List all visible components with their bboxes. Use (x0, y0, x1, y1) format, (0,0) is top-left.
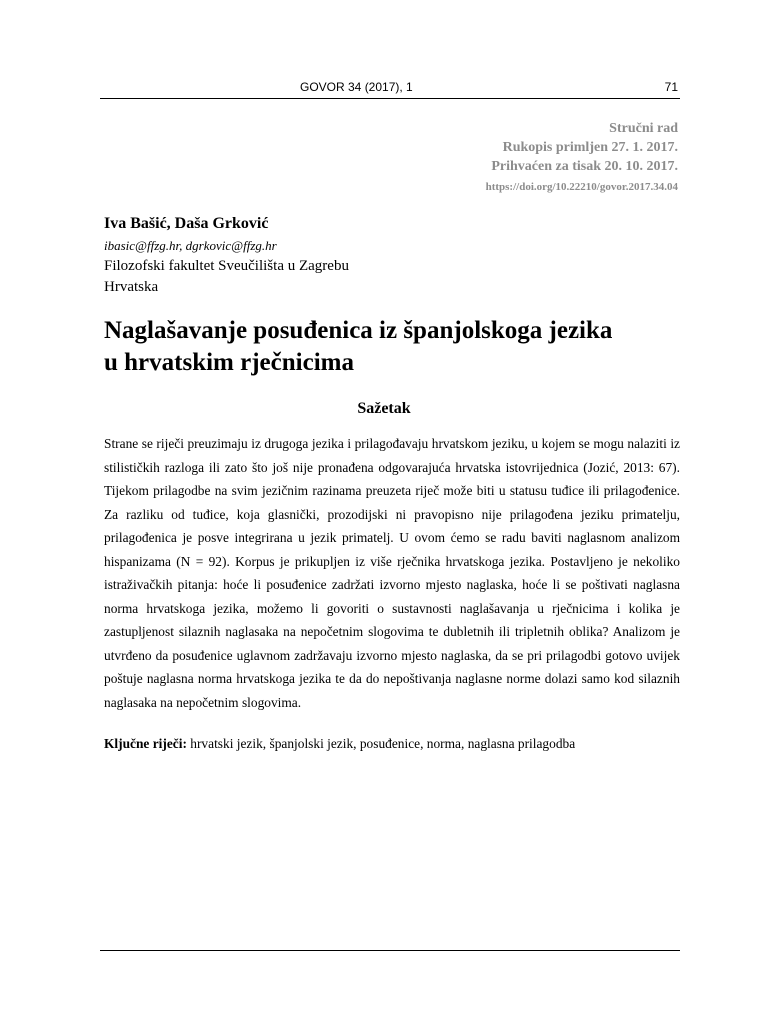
paper-title (104, 315, 704, 379)
received-date: Rukopis primljen 27. 1. 2017. (502, 140, 678, 155)
page-number: 71 (664, 80, 678, 94)
abstract-heading: Sažetak (357, 400, 411, 417)
abstract-body: Strane se riječi preuzimaju iz drugoga jezika i prilagođavaju hrvatskom jeziku, u kojem se mogu nalaziti iz stilističkih razloga ili zato što još nije pronađena odgovarajuća hrvatska istovrijednica (Jozić, 2013: 67). Tijekom prilagodbe na svim jezičnim razinama preuzeta riječ može biti u statusu tuđice ili prilagođenice. Za razliku od tuđice, koja glasnički, prozodijski ni pravopisno nije prilagođena jeziku primatelju, prilagođenica je posve integrirana u jezik primatelj. U ovom ćemo se radu baviti naglasnom analizom hispanizama (N = 92). Korpus je prikupljen iz više rječnika hrvatskoga jezika. Postavljeno je nekoliko istraživačkih pitanja: hoće li posuđenice zadržati izvorno mjesto naglaska, hoće li se poštivati naglasna norma hrvatskoga jezika, možemo li govoriti o sustavnosti naglašavanja u rječnicima i kolika je zastupljenost silaznih naglasaka na nepočetnim slogovima te dubletnih ili tripletnih oblika? Analizom je utvrđeno da posuđenice uglavnom zadržavaju izvorno mjesto naglaska, da se pri prilagodbi gotovo uvijek poštuje naglasna norma hrvatskoga jezika te da do nepoštivanja naglasne norme dolazi samo kod silaznih naglasaka na nepočetnim slogovima. (104, 436, 680, 710)
running-header: GOVOR 34 (2017), 1 (300, 80, 413, 94)
keywords-list: hrvatski jezik, španjolski jezik, posuđenice, norma, naglasna prilagodba (190, 736, 576, 751)
author-names: Iva Bašić, Daša Grković (104, 215, 269, 232)
author-emails: ibasic@ffzg.hr, dgrkovic@ffzg.hr (104, 238, 277, 253)
author-affiliation: Filozofski fakultet Sveučilišta u Zagrebu (104, 258, 349, 274)
header-divider (100, 98, 680, 99)
paper-type: Stručni rad (609, 121, 678, 136)
doi-link[interactable]: https://doi.org/10.22210/govor.2017.34.04 (485, 181, 678, 193)
title-line-1: Naglašavanje posuđenica iz španjolskoga jezika (104, 317, 613, 344)
keywords (104, 736, 680, 752)
footer-divider (100, 950, 680, 951)
accepted-date: Prihvaćen za tisak 20. 10. 2017. (491, 159, 678, 174)
keywords-label: Ključne riječi: (104, 736, 187, 751)
title-line-2: u hrvatskim rječnicima (104, 349, 354, 376)
author-country: Hrvatska (104, 279, 159, 295)
